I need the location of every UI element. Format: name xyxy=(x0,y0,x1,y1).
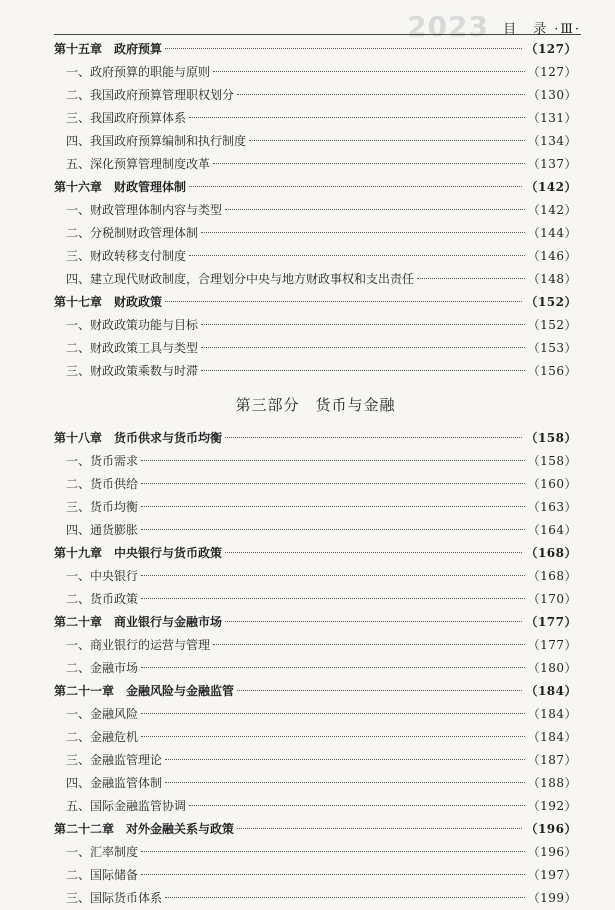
dot-leader xyxy=(201,231,525,233)
toc-entry-title: 第二十二章 对外金融关系与政策 xyxy=(54,822,235,836)
toc-entry-title: 二、我国政府预算管理职权划分 xyxy=(66,88,235,102)
toc-entry-title: 一、汇率制度 xyxy=(66,845,139,859)
dot-leader xyxy=(165,758,525,760)
toc-entry-title: 二、国际储备 xyxy=(66,868,139,882)
dot-leader xyxy=(249,139,525,141)
dot-leader xyxy=(189,254,525,256)
toc-page-number: （187） xyxy=(527,753,577,767)
dot-leader xyxy=(213,162,525,164)
toc-page-number: （130） xyxy=(527,88,577,102)
toc-page-number: （192） xyxy=(527,799,577,813)
toc-section-row xyxy=(54,772,577,795)
toc-entry-title: 三、货币均衡 xyxy=(66,500,139,514)
toc-entry-title: 第十七章 财政政策 xyxy=(54,295,163,309)
toc-section-row xyxy=(54,726,577,749)
toc-chapter-row xyxy=(54,176,577,199)
toc-page-number: （164） xyxy=(527,523,577,537)
dot-leader xyxy=(225,436,522,438)
toc-entry-title: 四、金融监管体制 xyxy=(66,776,163,790)
toc-entry-title: 第十八章 货币供求与货币均衡 xyxy=(54,431,223,445)
toc-section-row xyxy=(54,496,577,519)
dot-leader xyxy=(141,528,525,530)
toc-page-number: （134） xyxy=(527,134,577,148)
dot-leader xyxy=(237,689,522,691)
toc-page-number: （160） xyxy=(527,477,577,491)
toc-page-number: （158） xyxy=(527,454,577,468)
toc-section-row xyxy=(54,314,577,337)
toc-entry-title: 四、建立现代财政制度，合理划分中央与地方财政事权和支出责任 xyxy=(66,272,415,286)
toc-page-number: （148） xyxy=(527,272,577,286)
toc-page-number: （127） xyxy=(527,65,577,79)
toc-entry-title: 一、金融风险 xyxy=(66,707,139,721)
toc-entry-title: 二、分税制财政管理体制 xyxy=(66,226,199,240)
dot-leader xyxy=(237,827,522,829)
toc-section-row xyxy=(54,703,577,726)
toc-page-number: （188） xyxy=(527,776,577,790)
toc-chapter-row xyxy=(54,427,577,450)
toc-page-number: （131） xyxy=(527,111,577,125)
toc-section-row xyxy=(54,245,577,268)
toc-entry-title: 一、中央银行 xyxy=(66,569,139,583)
toc-section-row xyxy=(54,222,577,245)
dot-leader xyxy=(141,459,525,461)
dot-leader xyxy=(417,277,525,279)
toc-entry-title: 三、财政政策乘数与时滞 xyxy=(66,364,199,378)
dot-leader xyxy=(141,873,525,875)
toc-page-number: （153） xyxy=(527,341,577,355)
toc-section-row xyxy=(54,887,577,910)
part-heading: 第三部分 货币与金融 xyxy=(235,396,396,414)
dot-leader xyxy=(165,47,522,49)
toc-entry-title: 第二十章 商业银行与金融市场 xyxy=(54,615,223,629)
toc-list-part-three xyxy=(54,427,577,910)
table-of-contents xyxy=(54,38,577,910)
toc-entry-title: 三、金融监管理论 xyxy=(66,753,163,767)
year-watermark: 2023 xyxy=(407,10,489,43)
toc-entry-title: 第十九章 中央银行与货币政策 xyxy=(54,546,223,560)
toc-section-row xyxy=(54,841,577,864)
toc-chapter-row xyxy=(54,611,577,634)
dot-leader xyxy=(201,346,525,348)
toc-section-row xyxy=(54,337,577,360)
dot-leader xyxy=(165,896,525,898)
toc-page-number: （127） xyxy=(525,42,577,56)
toc-page-number: （137） xyxy=(527,157,577,171)
dot-leader xyxy=(225,551,522,553)
toc-entry-title: 三、国际货币体系 xyxy=(66,891,163,905)
dot-leader xyxy=(237,93,525,95)
toc-page-number: （142） xyxy=(525,180,577,194)
dot-leader xyxy=(189,116,525,118)
toc-entry-title: 一、货币需求 xyxy=(66,454,139,468)
toc-chapter-row xyxy=(54,291,577,314)
toc-section-row xyxy=(54,864,577,887)
toc-section-row xyxy=(54,519,577,542)
toc-section-row xyxy=(54,84,577,107)
toc-entry-title: 第十六章 财政管理体制 xyxy=(54,180,187,194)
toc-section-row xyxy=(54,268,577,291)
toc-page-number: （152） xyxy=(525,295,577,309)
toc-page-number: （196） xyxy=(525,822,577,836)
toc-page-number: （168） xyxy=(527,569,577,583)
dot-leader xyxy=(201,369,525,371)
toc-page-number: （199） xyxy=(527,891,577,905)
dot-leader xyxy=(141,666,525,668)
toc-section-row xyxy=(54,199,577,222)
toc-section-row xyxy=(54,749,577,772)
toc-section-row xyxy=(54,473,577,496)
dot-leader xyxy=(213,643,525,645)
dot-leader xyxy=(165,300,522,302)
dot-leader xyxy=(165,781,525,783)
dot-leader xyxy=(225,208,525,210)
toc-section-row xyxy=(54,107,577,130)
toc-page-number: （156） xyxy=(527,364,577,378)
toc-entry-title: 二、金融危机 xyxy=(66,730,139,744)
dot-leader xyxy=(141,712,525,714)
toc-entry-title: 五、国际金融监管协调 xyxy=(66,799,187,813)
toc-page-number: （170） xyxy=(527,592,577,606)
toc-section-row xyxy=(54,61,577,84)
toc-page-number: （196） xyxy=(527,845,577,859)
toc-entry-title: 三、财政转移支付制度 xyxy=(66,249,187,263)
toc-chapter-row xyxy=(54,542,577,565)
toc-entry-title: 二、货币供给 xyxy=(66,477,139,491)
toc-list-part-two xyxy=(54,38,577,383)
toc-section-row xyxy=(54,795,577,818)
toc-page-number: （163） xyxy=(527,500,577,514)
dot-leader xyxy=(141,505,525,507)
dot-leader xyxy=(141,850,525,852)
toc-entry-title: 一、财政政策功能与目标 xyxy=(66,318,199,332)
toc-page-number: （158） xyxy=(525,431,577,445)
toc-entry-title: 二、货币政策 xyxy=(66,592,139,606)
toc-entry-title: 第二十一章 金融风险与金融监管 xyxy=(54,684,235,698)
toc-page-number: （168） xyxy=(525,546,577,560)
header-rule xyxy=(54,34,581,35)
toc-page-number: （197） xyxy=(527,868,577,882)
toc-entry-title: 三、我国政府预算体系 xyxy=(66,111,187,125)
toc-section-row xyxy=(54,634,577,657)
toc-page-number: （142） xyxy=(527,203,577,217)
dot-leader xyxy=(225,620,522,622)
dot-leader xyxy=(213,70,525,72)
toc-entry-title: 一、政府预算的职能与原则 xyxy=(66,65,211,79)
toc-section-row xyxy=(54,565,577,588)
toc-chapter-row xyxy=(54,818,577,841)
toc-entry-title: 四、通货膨胀 xyxy=(66,523,139,537)
toc-entry-title: 一、财政管理体制内容与类型 xyxy=(66,203,223,217)
dot-leader xyxy=(141,574,525,576)
dot-leader xyxy=(141,597,525,599)
toc-entry-title: 二、财政政策工具与类型 xyxy=(66,341,199,355)
toc-entry-title: 二、金融市场 xyxy=(66,661,139,675)
dot-leader xyxy=(141,482,525,484)
toc-section-row xyxy=(54,450,577,473)
toc-section-row xyxy=(54,657,577,680)
toc-chapter-row xyxy=(54,680,577,703)
header-title: 目 录 ·Ⅲ· xyxy=(503,22,581,37)
toc-entry-title: 第十五章 政府预算 xyxy=(54,42,163,56)
toc-page-number: （184） xyxy=(527,707,577,721)
toc-page-number: （184） xyxy=(525,684,577,698)
toc-entry-title: 四、我国政府预算编制和执行制度 xyxy=(66,134,247,148)
toc-page-number: （146） xyxy=(527,249,577,263)
dot-leader xyxy=(141,735,525,737)
toc-page-number: （177） xyxy=(527,638,577,652)
toc-page-number: （184） xyxy=(527,730,577,744)
toc-page-number: （180） xyxy=(527,661,577,675)
toc-section-row xyxy=(54,130,577,153)
toc-section-row xyxy=(54,153,577,176)
toc-page-number: （152） xyxy=(527,318,577,332)
toc-section-row xyxy=(54,360,577,383)
dot-leader xyxy=(189,185,522,187)
dot-leader xyxy=(189,804,525,806)
toc-entry-title: 一、商业银行的运营与管理 xyxy=(66,638,211,652)
toc-page-number: （177） xyxy=(525,615,577,629)
toc-chapter-row xyxy=(54,38,577,61)
dot-leader xyxy=(201,323,525,325)
toc-page-number: （144） xyxy=(527,226,577,240)
toc-section-row xyxy=(54,588,577,611)
toc-entry-title: 五、深化预算管理制度改革 xyxy=(66,157,211,171)
